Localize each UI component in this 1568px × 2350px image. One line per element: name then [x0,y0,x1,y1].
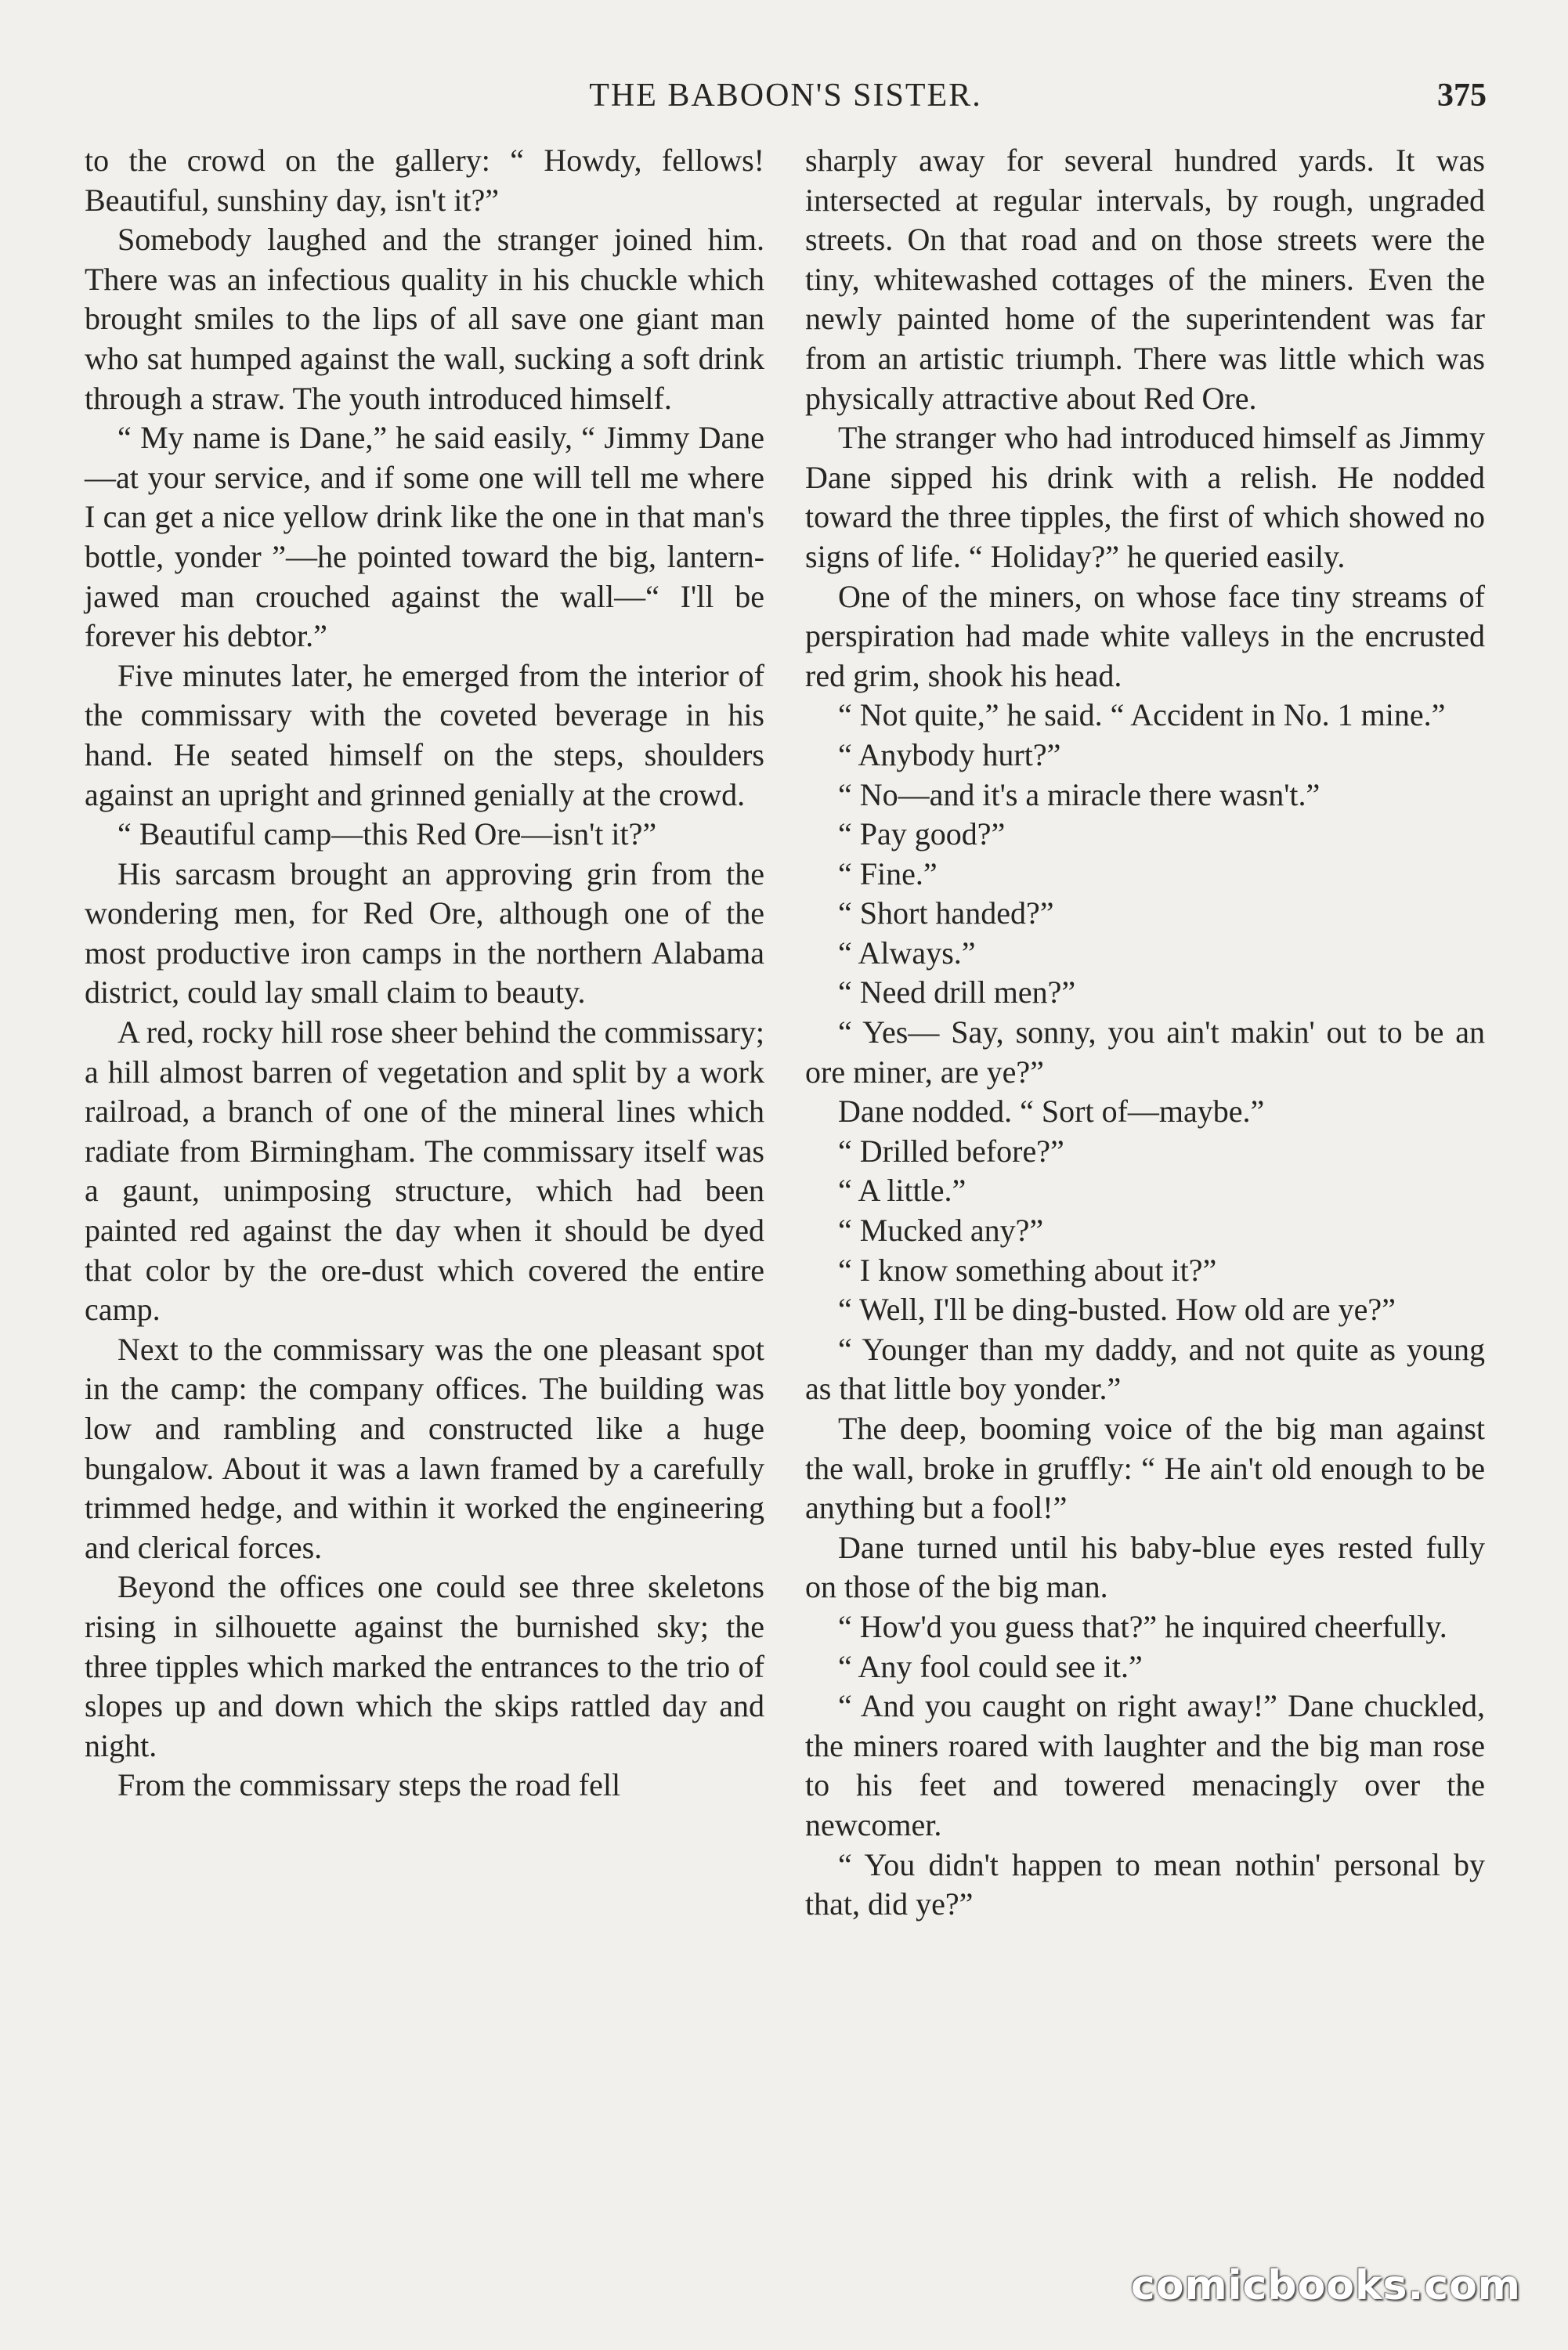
paragraph: “ Beautiful camp—this Red Ore—isn't it?” [117,816,657,852]
paragraph: “ Mucked any?” [838,1213,1044,1249]
paragraph: One of the miners, on whose face tiny streams of perspiration had made white valleys in the encrusted red grim, shook his head. [805,578,1485,693]
paragraph: “ Younger than my daddy, and not quite as young as that little boy yonder.” [805,1331,1485,1407]
paragraph: “ Always.” [838,935,976,971]
paragraph: “ How'd you guess that?” he inquired cheerfully. [838,1608,1447,1644]
paragraph: sharply away for several hundred yards. It was intersected at regular intervals, by rough, ungraded streets. On that road and on those streets were the tiny, whitewashed cottages of the miners. Even the newly painted home of the superintendent was far from an artistic triumph. There was little which was physically attractive about Red Ore. [805,143,1485,416]
paragraph: “ I know something about it?” [838,1252,1217,1288]
page-header [85,64,1487,127]
watermark-logo: comicbooks.com [1130,2262,1521,2309]
paragraph: “ Drilled before?” [838,1133,1064,1169]
paragraph: “ No—and it's a miracle there wasn't.” [838,776,1321,812]
right-column [805,141,1485,1925]
paragraph: “ Yes— Say, sonny, you ain't makin' out to be an ore miner, are ye?” [805,1014,1485,1090]
paragraph: Dane turned until his baby-blue eyes rested fully on those of the big man. [805,1529,1485,1605]
paragraph: Next to the commissary was the one pleasant spot in the camp: the company offices. The building was low and rambling and constructed like a huge bungalow. About it was a lawn framed by a carefully trimmed hedge, and within it worked the engineering and clerical forces. [85,1331,764,1565]
paragraph: “ And you caught on right away!” Dane chuckled, the miners roared with laughter and the big man rose to his feet and towered menacingly over the newcomer. [805,1688,1485,1842]
paragraph: “ Pay good?” [838,816,1006,852]
page-number: 375 [1437,78,1487,114]
paragraph: Somebody laughed and the stranger joined him. There was an infectious quality in his chuckle which brought smiles to the lips of all save one giant man who sat humped against the wall, sucking a soft drink through a straw. The youth introduced himself. [85,222,764,416]
paragraph: A red, rocky hill rose sheer behind the commissary; a hill almost barren of vegetation and split by a work railroad, a branch of one of the mineral lines which radiate from Birmingham. The commissary itself was a gaunt, unimposing structure, which had been painted red against the day when it should be dyed that color by the ore-dust which covered the entire camp. [85,1014,764,1328]
paragraph: “ Need drill men?” [838,974,1076,1010]
paragraph: “ Well, I'll be ding-busted. How old are ye?” [838,1292,1396,1328]
paragraph: “ You didn't happen to mean nothin' personal by that, did ye?” [805,1846,1485,1922]
paragraph: Five minutes later, he emerged from the interior of the commissary with the coveted beverage in his hand. He seated himself on the steps, shoulders against an upright and grinned genially at the crowd. [85,657,764,812]
paragraph: “ My name is Dane,” he said easily, “ Jimmy Dane—at your service, and if some one will tell me where I can get a nice yellow drink like the one in that man's bottle, yonder ”—he pointed toward the big, lantern-jawed man crouched against the wall—“ I'll be forever his debtor.” [85,420,764,654]
paragraph: “ Any fool could see it.” [838,1648,1143,1684]
paragraph: The stranger who had introduced himself as Jimmy Dane sipped his drink with a relish. He nodded toward the three tipples, the first of which showed no signs of life. “ Holiday?” he queried easily. [805,420,1485,574]
paragraph: “ A little.” [838,1173,966,1209]
paragraph: “ Short handed?” [838,895,1054,931]
paragraph: “ Not quite,” he said. “ Accident in No. 1 mine.” [838,697,1446,733]
paragraph: Dane nodded. “ Sort of—maybe.” [838,1094,1265,1130]
paragraph: From the commissary steps the road fell [117,1767,621,1803]
running-title: THE BABOON'S SISTER. [589,78,982,114]
paragraph: His sarcasm brought an approving grin from the wondering men, for Red Ore, although one of the most productive iron camps in the northern Alabama district, could lay small claim to beauty. [85,855,764,1010]
paragraph: to the crowd on the gallery: “ Howdy, fellows! Beautiful, sunshiny day, isn't it?” [85,143,764,218]
paragraph: “ Anybody hurt?” [838,736,1061,772]
left-column [85,141,764,1806]
paragraph: Beyond the offices one could see three skeletons rising in silhouette against the burnished sky; the three tipples which marked the entrances to the trio of slopes up and down which the skips rattled day and night. [85,1569,764,1763]
paragraph: The deep, booming voice of the big man against the wall, broke in gruffly: “ He ain't old enough to be anything but a fool!” [805,1411,1485,1526]
paragraph: “ Fine.” [838,855,938,891]
